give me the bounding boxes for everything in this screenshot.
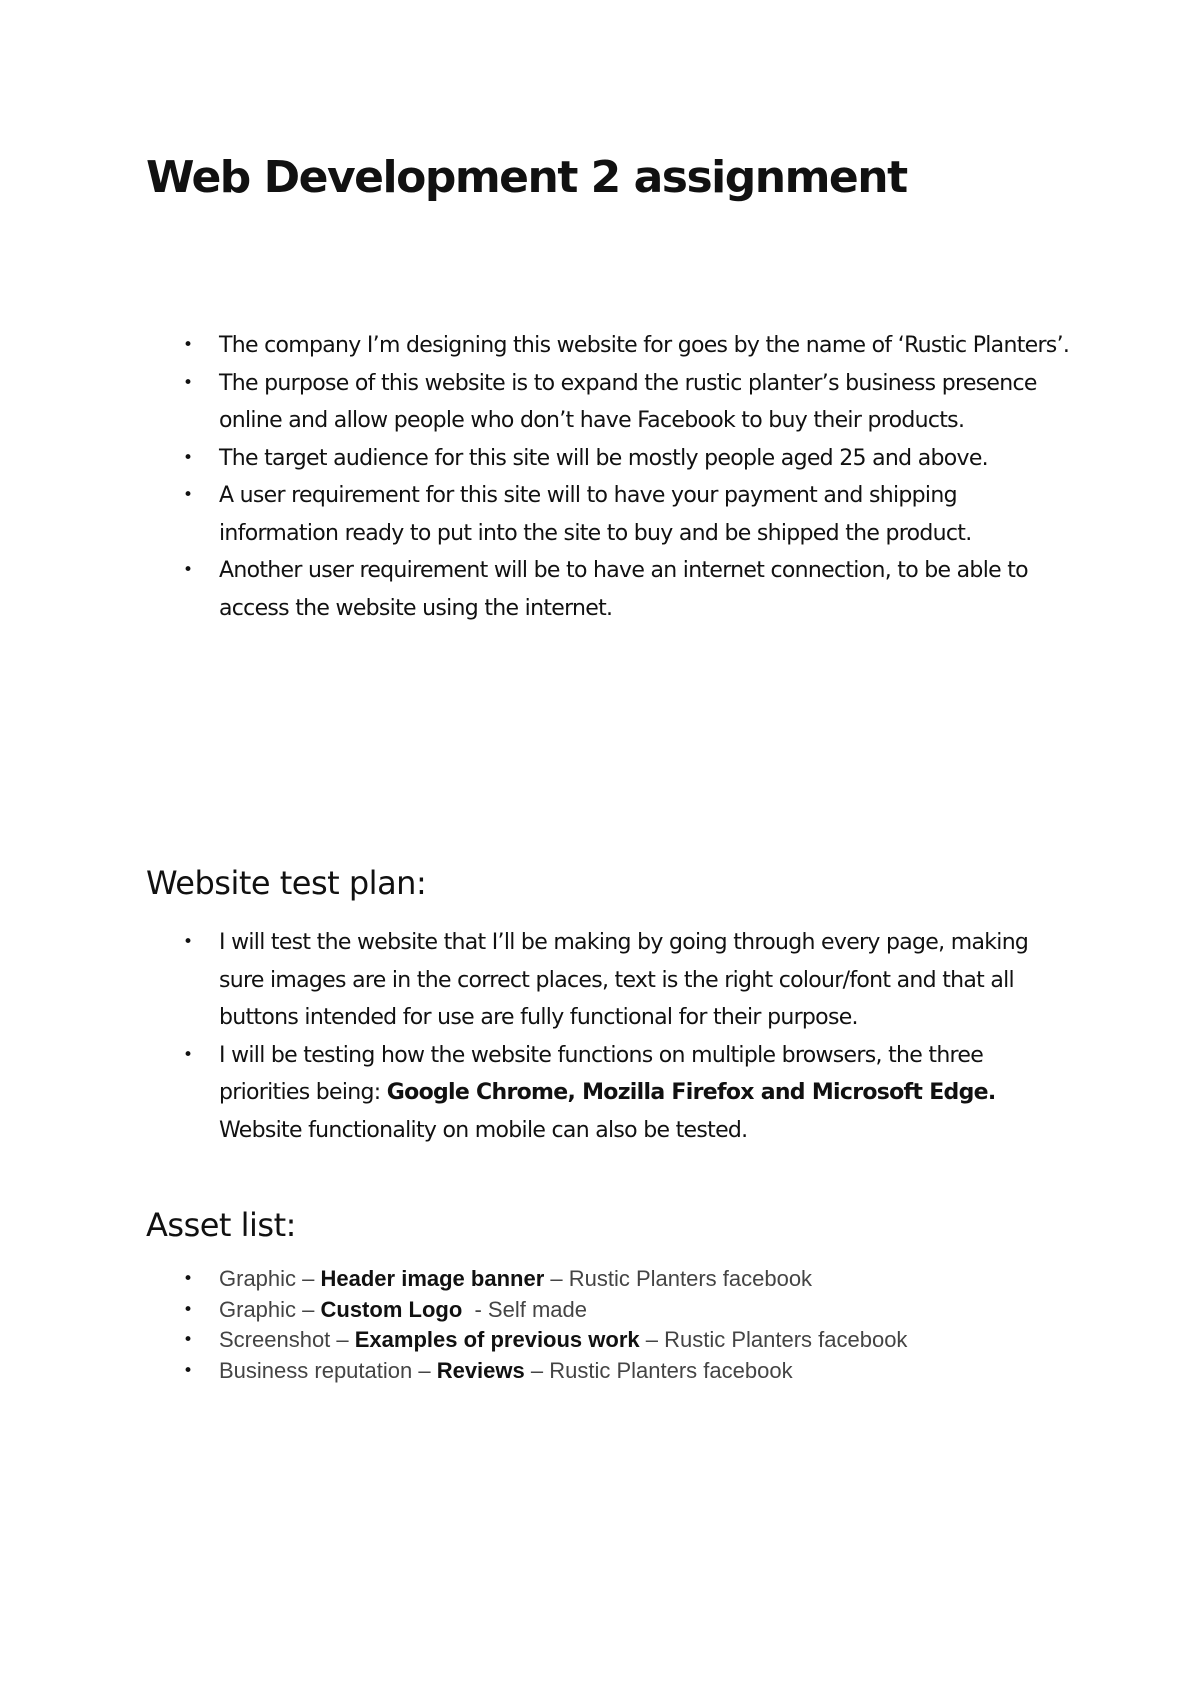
asset-name: Header image banner: [320, 1266, 545, 1291]
bullet-icon: •: [183, 485, 193, 505]
asset-type: Graphic –: [219, 1266, 321, 1291]
list-item-text: I will test the website that I’ll be making by going through every page, making sure images are in the correct places, text is the right colour/font and that all buttons intended for use are fully functional for their purpose.: [219, 930, 1029, 1030]
bullet-icon: •: [183, 447, 193, 468]
list-item: [146, 365, 1076, 440]
list-item-text-after: Website functionality on mobile can also be tested.: [219, 1117, 748, 1143]
asset-name: Examples of previous work: [354, 1327, 640, 1352]
asset-type: Screenshot –: [219, 1327, 355, 1352]
browser-names: Google Chrome, Mozilla Firefox and Microsoft Edge.: [386, 1080, 996, 1105]
asset-list-heading: Asset list:: [146, 1206, 296, 1244]
list-item-text: The purpose of this website is to expand the rustic planter’s business presence online and allow people who don’t have Facebook to buy their products.: [219, 370, 1037, 433]
bullet-icon: •: [183, 1044, 193, 1065]
bullet-icon: •: [183, 1299, 194, 1320]
asset-source: – Rustic Planters facebook: [524, 1357, 793, 1383]
bullet-icon: •: [183, 1360, 194, 1381]
asset-item: [146, 1325, 1076, 1356]
list-item-text: Another user requirement will be to have an internet connection, to be able to access the website using the internet.: [219, 558, 1028, 621]
list-item: [146, 1037, 1076, 1150]
document-title: Web Development 2 assignment: [146, 152, 907, 203]
asset-item: [146, 1264, 1076, 1295]
list-item: [146, 440, 1076, 478]
bullet-icon: •: [183, 372, 193, 393]
asset-source: - Self made: [462, 1296, 587, 1322]
asset-name: Reviews: [436, 1357, 525, 1383]
asset-name: Custom Logo: [320, 1296, 463, 1322]
asset-list: [146, 1264, 1076, 1386]
list-item-text: The target audience for this site will be mostly people aged 25 and above.: [219, 445, 988, 471]
list-item: [146, 327, 1076, 365]
list-item: [146, 477, 1076, 552]
list-item-text: A user requirement for this site will to have your payment and shipping information ready to put into the site to buy and be shipped the product.: [219, 483, 972, 546]
bullet-icon: •: [183, 560, 193, 580]
asset-source: – Rustic Planters facebook: [639, 1327, 908, 1352]
bullet-icon: •: [183, 1269, 194, 1289]
list-item-text-before: I will be testing how the website functions on multiple browsers, the three priorities being:: [219, 1042, 984, 1105]
asset-item: [146, 1295, 1076, 1326]
list-item-text: The company I’m designing this website for goes by the name of ‘Rustic Planters’.: [219, 333, 1070, 358]
list-item: [146, 552, 1076, 627]
bullet-icon: •: [183, 1330, 194, 1350]
list-item: [146, 924, 1076, 1037]
asset-source: – Rustic Planters facebook: [544, 1266, 813, 1291]
asset-item: [146, 1356, 1076, 1387]
asset-type: Graphic –: [219, 1296, 321, 1322]
asset-type: Business reputation –: [219, 1357, 437, 1383]
intro-bullet-list: [146, 327, 1076, 627]
test-plan-heading: Website test plan:: [146, 864, 427, 902]
test-plan-list: [146, 924, 1076, 1149]
bullet-icon: •: [183, 335, 193, 355]
bullet-icon: •: [183, 932, 193, 952]
